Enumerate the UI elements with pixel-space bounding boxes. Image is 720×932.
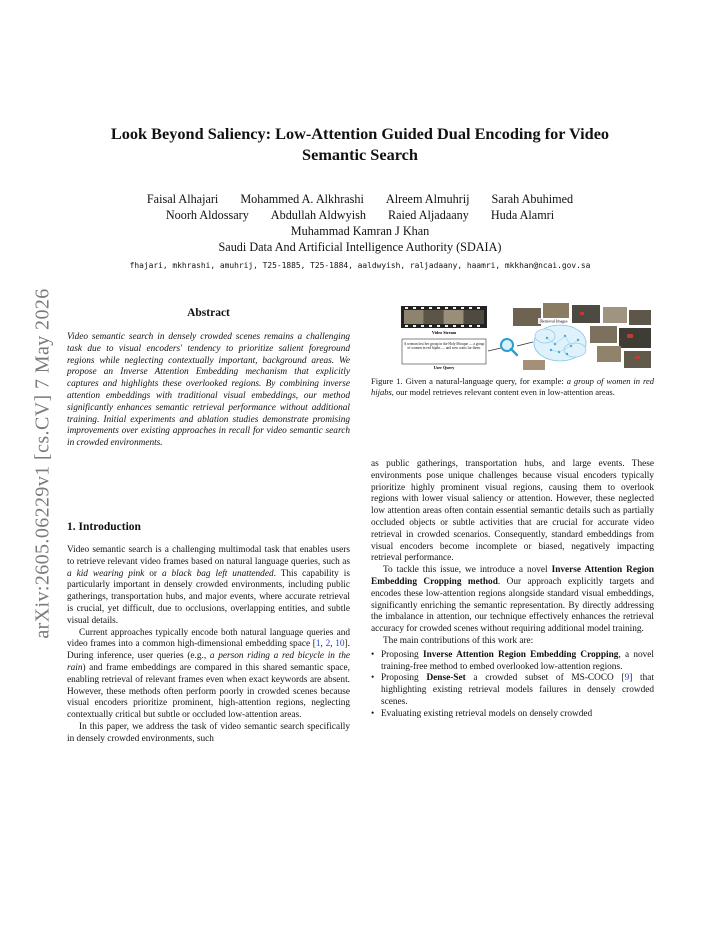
author: Abdullah Aldwyish (270, 208, 366, 222)
intro-heading: 1. Introduction (67, 521, 141, 533)
user-query-label: User Query (433, 365, 455, 370)
author: Mohammed A. Alkhrashi (240, 192, 364, 206)
intro-paragraph-1: Video semantic search is a challenging multimodal task that enables users to retrieve relevant video frames based on natural language queries, such as a kid wearing pink or a black bag left unattended. This capability is particularly important in densely crowded environments, including public gatherings, transportation hubs, and major events, where accurate retrieval is crucial, yet difficult, due to occlusions, overlapping entities, and subtle visual details. (67, 545, 350, 626)
arxiv-identifier: arXiv:2605.06229v1 [cs.CV] 7 May 2026 (31, 288, 54, 639)
right-column-body (371, 459, 654, 721)
author: Noorh Aldossary (165, 208, 249, 222)
affiliation: Saudi Data And Artificial Intelligence Authority (SDAIA) (218, 240, 502, 254)
citation-link[interactable]: 2 (325, 639, 331, 650)
citation-link[interactable]: 10 (335, 639, 345, 650)
abstract-heading: Abstract (187, 307, 230, 319)
embedding-cloud-icon (534, 325, 586, 361)
right-paragraph-1: as public gatherings, transportation hubs, and large events. These environments pose unique challenges because visual encoders typically prioritize highly prominent visual regions, causing them to overlook regions with lower visual saliency or attention. However, these neglected low attention areas often contain essential semantic details such as partially occluded objects or subtle activities that are crucial for accurate video retrieval in crowded scenarios. Consequently, standard embeddings from visual encoders become incomplete or biased, negatively impacting retrieval performance. (371, 459, 654, 564)
right-paragraph-3: The main contributions of this work are: (383, 635, 534, 646)
magnifier-icon (501, 339, 517, 355)
author: Sarah Abuhimed (491, 192, 574, 206)
citation-link[interactable]: 1 (315, 639, 321, 650)
authors-row-1 (60, 192, 660, 207)
citation-link[interactable]: 9 (624, 673, 630, 684)
title-line-2: Semantic Search (302, 145, 418, 164)
arrow-icon (488, 348, 501, 351)
author-row-3: Muhammad Kamran J Khan (290, 224, 430, 238)
abstract-text: Video semantic search in densely crowded scenes remains a challenging task due to visual encoders' tendency to prioritize salient foreground regions while neglecting contextually important, background areas. We propose an Inverse Attention Embedding mechanism that explicitly captures and highlights these overlooked regions. By combining inverse attention embeddings with traditional visual embeddings, our method significantly enhances semantic retrieval performance without additional training. Initial experiments and ablation studies demonstrate promising improvements over existing approaches in recall for video semantic search in crowded environments. (67, 332, 350, 449)
retrieved-images-label: Retrieval Images (540, 318, 568, 324)
intro-paragraph-2: Current approaches typically encode both natural language queries and video frames into a common high-dimensional embedding space [1, 2, 10]. During inference, user queries (e.g., a person riding a red bicycle in the rain) and frame embeddings are compared in this shared semantic space, enabling retrieval of relevant frames even when exact keywords are absent. However, these methods often perform poorly in crowded scenes because visual encoders prioritize prominent, high-attention regions, neglecting contextually critical but subtle or occluded low-attention areas. (67, 627, 350, 721)
intro-paragraph-3: In this paper, we address the task of video semantic search specifically in densely crowded environments, such (67, 721, 350, 744)
author: Alreem Almuhrij (385, 192, 470, 206)
figure-1-caption: Figure 1. Given a natural-language query, for example: a group of women in red hijabs, our model retrieves relevant content even in low-attention areas. (371, 376, 654, 397)
right-paragraph-2: To tackle this issue, we introduce a novel Inverse Attention Region Embedding Cropping method. Our approach explicitly targets and encodes these low-attention regions alongside standard visual embeddings, significantly enriching the semantic representation. By directly addressing the imbalance in attention, our technique effectively enhances the retrieval accuracy for crowded scenes without requiring additional model training. (371, 565, 654, 635)
video-stream-strip (401, 306, 487, 328)
authors-row-2 (60, 208, 660, 223)
author: Faisal Alhajari (146, 192, 219, 206)
paper-title (80, 123, 640, 165)
figure-1-illustration (395, 300, 653, 372)
video-stream-label: Video Stream (431, 330, 457, 335)
author: Raied Aljadaany (387, 208, 469, 222)
arrow-icon (517, 342, 533, 346)
list-item: • Proposing Inverse Attention Region Embedding Cropping, a novel training-free method to embed overlooked low-attention regions. (371, 650, 654, 674)
intro-body (67, 545, 350, 746)
author: Huda Alamri (490, 208, 555, 222)
query-text: A woman lost her group in the Holy Mosque — a group of women in red hijabs — and now waits for them. (403, 342, 485, 351)
author-emails: fhajari, mkhrashi, amuhrij, T25-1885, T25-1884, aaldwyish, raljadaany, haamri, mkkhan@ncai.gov.sa (129, 261, 591, 270)
title-line-1: Look Beyond Saliency: Low-Attention Guided Dual Encoding for Video (110, 124, 610, 143)
figure-1 (395, 300, 653, 372)
contributions-list (371, 650, 654, 721)
list-item: • Evaluating existing retrieval models on densely crowded (371, 709, 654, 721)
list-item: • Proposing Dense-Set a crowded subset of MS-COCO [9] that highlighting existing retrieval models failures in densely crowded scenes. (371, 673, 654, 708)
